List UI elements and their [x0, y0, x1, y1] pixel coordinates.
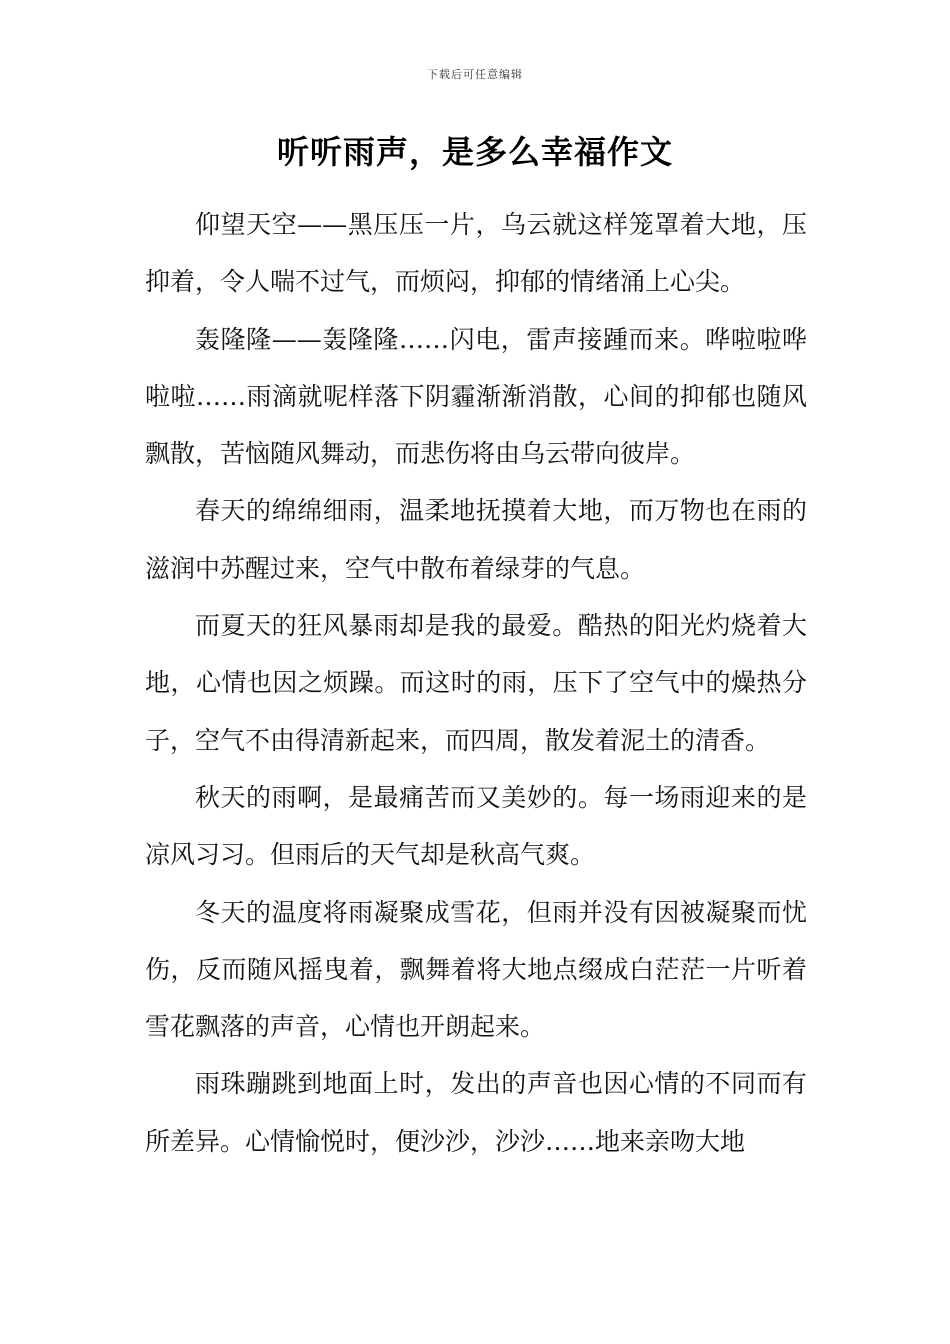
- paragraph: 秋天的雨啊，是最痛苦而又美妙的。每一场雨迎来的是凉风习习。但雨后的天气却是秋高气爽。: [145, 782, 807, 870]
- paragraph: 仰望天空——黑压压一片，乌云就这样笼罩着大地，压抑着，令人喘不过气，而烦闷，抑郁的情绪涌上心尖。: [145, 210, 807, 297]
- paragraph: 春天的绵绵细雨，温柔地抚摸着大地，而万物也在雨的滋润中苏醒过来，空气中散布着绿芽的气息。: [145, 496, 807, 583]
- paragraph: 冬天的温度将雨凝聚成雪花，但雨并没有因被凝聚而忧伤，反而随风摇曳着，飘舞着将大地点缀成白茫茫一片听着雪花飘落的声音，心情也开朗起来。: [145, 897, 807, 1042]
- paragraph: 轰隆隆——轰隆隆……闪电，雷声接踵而来。哗啦啦哗啦啦……雨滴就呢样落下阴霾渐渐消散，心间的抑郁也随风飘散，苦恼随风舞动，而悲伤将由乌云带向彼岸。: [145, 324, 807, 469]
- document-body: [145, 196, 807, 1170]
- document-title: 听听雨声，是多么幸福作文: [276, 133, 673, 171]
- header-note: 下载后可任意编辑: [427, 68, 523, 81]
- paragraph: 雨珠蹦跳到地面上时，发出的声音也因心情的不同而有所差异。心情愉悦时，便沙沙，沙沙……地来亲吻大地: [145, 1069, 807, 1156]
- paragraph: 而夏天的狂风暴雨却是我的最爱。酷热的阳光灼烧着大地，心情也因之烦躁。而这时的雨，压下了空气中的燥热分子，空气不由得清新起来，而四周，散发着泥土的清香。: [145, 611, 807, 755]
